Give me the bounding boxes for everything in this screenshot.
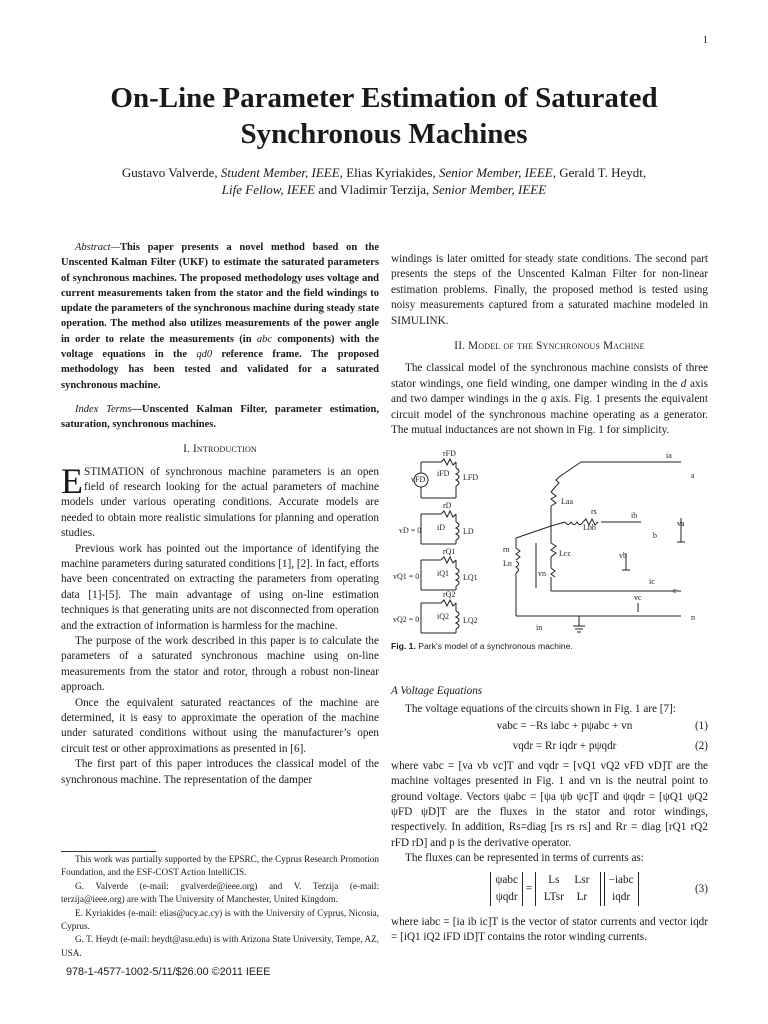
author-name: , Elias Kyriakides, <box>339 165 439 180</box>
label-ln: Ln <box>503 559 512 568</box>
caption-text: Park’s model of a synchronous machine. <box>415 641 573 651</box>
abstract-abc: abc <box>256 333 273 345</box>
label-ib: ib <box>631 511 638 520</box>
author-name: Gustavo Valverde, <box>121 165 221 180</box>
figure-caption <box>391 641 573 651</box>
intro-paragraph-2: Previous work has pointed out the importance of identifying the machine parameters during saturated conditions [1], [2]. In fact, efforts have been concentrated on extracting the parameters from operating data [1]-[5]. The main advantage of using on-line estimation techniques is that generating units are not disconnected from operation and the extraction of information is harmless for the machine. <box>61 542 379 632</box>
axis-q: q <box>541 393 547 406</box>
footnote: E. Kyriakides (e-mail: elias@ucy.ac.cy) is with the University of Cyprus, Nicosia, Cyprus. <box>61 907 379 932</box>
intro-paragraph-4: Once the equivalent saturated reactances of the machine are determined, it is easy to approximate the operation of the machine under saturated conditions without using the manufacturer’s open circuit test or other approximations as presented in [6]. <box>61 696 379 755</box>
label-vn: vn <box>538 569 546 578</box>
resistor-rs-c <box>551 568 555 577</box>
inductor-lbb <box>565 522 583 525</box>
equation-body: ψabc ψqdr = Ls Lsr LTsr Lr −iabc iqdr <box>451 872 678 906</box>
abstract-text: This paper presents a novel method based on the Unscented Kalman Filter (UKF) to estimate the saturated parameters of synchronous machines. The proposed methodology uses voltage and current measurements taken from the stator and the field windings to update the parameters of the synchronous machine during steady state operation. The method also utilizes measurements of the power angle in order to relate the measurements (in <box>61 242 379 345</box>
label-ifd: iFD <box>437 469 450 478</box>
paragraph-text: axis. Fig. 1 presents the equivalent circuit model of the synchronous machine operating as a generator. The mutual inductances are not shown in Fig. 1 for simplicity. <box>391 393 708 437</box>
equation-body: vabc = −Rs iabc + pψabc + vn <box>496 719 633 732</box>
author-role: Life Fellow, IEEE <box>221 182 316 197</box>
paragraph-text: STIMATION of synchronous machine parameters is an open field of research looking for the actual parameters of machine models under various operating conditions. Accurate models are needed to obtain more realistic simulations for planning and operation studies. <box>61 465 379 540</box>
label-rn: rn <box>503 545 510 554</box>
matrix-cell: Ls <box>548 873 560 886</box>
index-terms-text: —Unscented Kalman Filter, parameter estimation, saturation, synchronous machines. <box>61 403 380 430</box>
inductor-ld <box>456 522 459 540</box>
where-paragraph-1: where vabc = [va vb vc]T and vqdr = [vQ1 vQ2 vFD vD]T are the machine voltages presented in Fig. 1 and vn is the neutral point to ground voltage. Vectors ψabc = [ψa ψb ψc]T and ψqdr = [ψQ1 ψQ2 ψFD ψD]T are the fluxes in the stator and rotor windings, respectively. In addition, Rs=diag [rs rs rs] and Rr = diag [rQ1 rQ2 rFD rD] and p is the derivative operator. <box>391 759 708 849</box>
footnote: This work was partially supported by the EPSRC, the Cyprus Research Promotion Foundation, and the ESF-COST Action IntelliCIS. <box>61 854 379 878</box>
abstract-label: Abstract <box>75 242 111 253</box>
right-column-top <box>391 252 708 438</box>
resistor-rn <box>516 548 520 560</box>
terminal-b: b <box>653 531 657 540</box>
label-rd: rD <box>443 501 452 510</box>
resistor-rs-a <box>556 477 559 486</box>
isbn-line: 978-1-4577-1002-5/11/$26.00 ©2011 IEEE <box>66 966 271 978</box>
index-terms <box>61 403 379 432</box>
intro-continued: windings is later omitted for steady state conditions. The second part presents the steps of the Unscented Kalman Filter for non-linear estimation problems. Finally, the proposed method is tested using noisy measurements captured from a saturated machine modeled in SIMULINK. <box>391 253 708 327</box>
label-lq1: LQ1 <box>463 573 478 582</box>
label-vq1: vQ1 = 0 <box>393 572 420 581</box>
inductor-lq1 <box>456 568 459 586</box>
matrix-cell: −iabc <box>608 873 634 886</box>
index-terms-label: Index Terms <box>75 403 132 415</box>
label-rfd: rFD <box>443 449 456 458</box>
inductor-lcc <box>551 543 556 557</box>
equation-body: vqdr = Rr iqdr + pψqdr <box>512 739 617 752</box>
inductor-laa <box>551 492 556 506</box>
left-column <box>61 240 379 788</box>
where-paragraph-2: where iabc = [ia ib ic]T is the vector of stator currents and vector iqdr = [iQ1 iQ2 iFD iD]T contains the rotor winding currents. <box>391 915 708 944</box>
title-line-1: On-Line Parameter Estimation of Saturated <box>110 82 658 114</box>
axis-d: d <box>680 377 687 390</box>
resistor-rfd <box>441 459 456 465</box>
inductor-lq2 <box>456 611 459 629</box>
caption-label: Fig. 1. <box>391 641 416 651</box>
author-name: and Vladimir Terzija, <box>315 182 433 197</box>
abstract-text: reference frame. The proposed methodology has been tested and validated for a saturated synchronous machine. <box>61 349 379 391</box>
matrix-cell: ψabc <box>495 873 518 886</box>
footnotes <box>61 853 379 960</box>
equation-number: (2) <box>694 739 708 752</box>
label-vq2: vQ2 = 0 <box>393 615 420 624</box>
label-laa: Laa <box>561 497 573 506</box>
matrix-cell: Lr <box>576 890 588 903</box>
label-ld: LD <box>463 527 474 536</box>
section-heading-model: II. Model of the Synchronous Machine <box>454 340 645 353</box>
flux-vector <box>490 872 523 906</box>
label-vc: vc <box>634 593 642 602</box>
label-lq2: LQ2 <box>463 616 478 625</box>
paper-title <box>60 80 708 152</box>
label-va: va <box>677 519 685 528</box>
matrix-cell: Lsr <box>574 873 590 886</box>
abstract-dash: — <box>110 242 120 253</box>
inductor-lfd <box>456 468 459 486</box>
intro-paragraph-3: The purpose of the work described in this paper is to calculate the parameters of a saturated synchronous machine using on-line measurements from the stator and rotor, through a robust non-linear approach. <box>61 635 379 694</box>
intro-paragraph-5: The first part of this paper introduces the classical model of the synchronous machine. The representation of the damper <box>61 758 379 786</box>
author-name: , Gerald T. Heydt, <box>552 165 647 180</box>
label-id: iD <box>437 523 445 532</box>
abstract-text: components) with the voltage equations in the <box>61 333 380 361</box>
equation-2 <box>391 739 708 758</box>
right-column-bottom <box>391 674 708 945</box>
label-ia: ia <box>666 451 672 460</box>
author-role: Senior Member, IEEE <box>439 165 553 180</box>
inductance-matrix <box>535 872 601 906</box>
paragraph-text: axis and two damper windings in the <box>391 377 708 406</box>
equation-number: (1) <box>694 719 708 732</box>
label-vfd: vFD <box>411 475 426 484</box>
terminal-c: c <box>673 586 677 595</box>
section-heading-introduction: I. Introduction <box>183 443 257 456</box>
page-number: 1 <box>702 34 708 46</box>
abstract <box>61 240 379 393</box>
matrix-cell: iqdr <box>612 890 631 903</box>
label-in: in <box>536 623 543 632</box>
label-lcc: Lcc <box>559 549 571 558</box>
resistor-rq2 <box>441 600 456 606</box>
equation-3 <box>391 868 708 914</box>
label-vb: vb <box>619 551 627 560</box>
resistor-rq1 <box>441 557 456 563</box>
label-ic: ic <box>649 577 655 586</box>
label-rq2: rQ2 <box>443 590 456 599</box>
subsection-heading: A Voltage Equations <box>391 685 483 697</box>
inductor-ln <box>516 561 519 573</box>
drop-cap: E <box>61 460 83 501</box>
matrix-row <box>540 889 596 906</box>
label-iq1: iQ1 <box>437 569 449 578</box>
equation-number: (3) <box>694 882 708 895</box>
fluxes-paragraph: The fluxes can be represented in terms of currents as: <box>405 852 644 865</box>
label-rs: rs <box>591 507 597 516</box>
author-role: Senior Member, IEEE <box>432 182 547 197</box>
title-line-2: Synchronous Machines <box>240 118 528 150</box>
matrix-cell: ψqdr <box>495 890 518 903</box>
model-paragraph <box>391 361 708 438</box>
terminal-n: n <box>691 613 695 622</box>
footnote: G. Valverde (e-mail: gvalverde@ieee.org) and V. Terzija (e-mail: terzija@ieee.org) are with The University of Manchester, United Kingdom. <box>61 880 379 905</box>
label-vd: vD = 0 <box>399 526 422 535</box>
equation-1 <box>391 719 708 738</box>
author-role: Student Member, IEEE <box>220 165 340 180</box>
resistor-rd <box>441 511 456 517</box>
matrix-cell: LTsr <box>543 890 564 903</box>
current-vector <box>604 872 639 906</box>
label-iq2: iQ2 <box>437 612 449 621</box>
label-lbb: Lbb <box>583 523 596 532</box>
label-rq1: rQ1 <box>443 547 456 556</box>
author-list <box>60 164 708 198</box>
paragraph-text: The classical model of the synchronous machine consists of three stator windings, one field winding, one damper winding in the <box>391 362 708 390</box>
matrix-row <box>540 872 596 889</box>
voltage-paragraph: The voltage equations of the circuits shown in Fig. 1 are [7]: <box>405 703 676 716</box>
abstract-qd0: qd0 <box>196 349 213 361</box>
label-lfd: LFD <box>463 473 479 482</box>
terminal-a: a <box>691 471 695 480</box>
circuit-diagram <box>391 448 708 638</box>
footnote-rule <box>61 851 156 852</box>
footnote: G. T. Heydt (e-mail: heydt@asu.edu) is with Arizona State University, Tempe, AZ, USA. <box>61 934 379 958</box>
intro-paragraph-1 <box>61 460 379 542</box>
